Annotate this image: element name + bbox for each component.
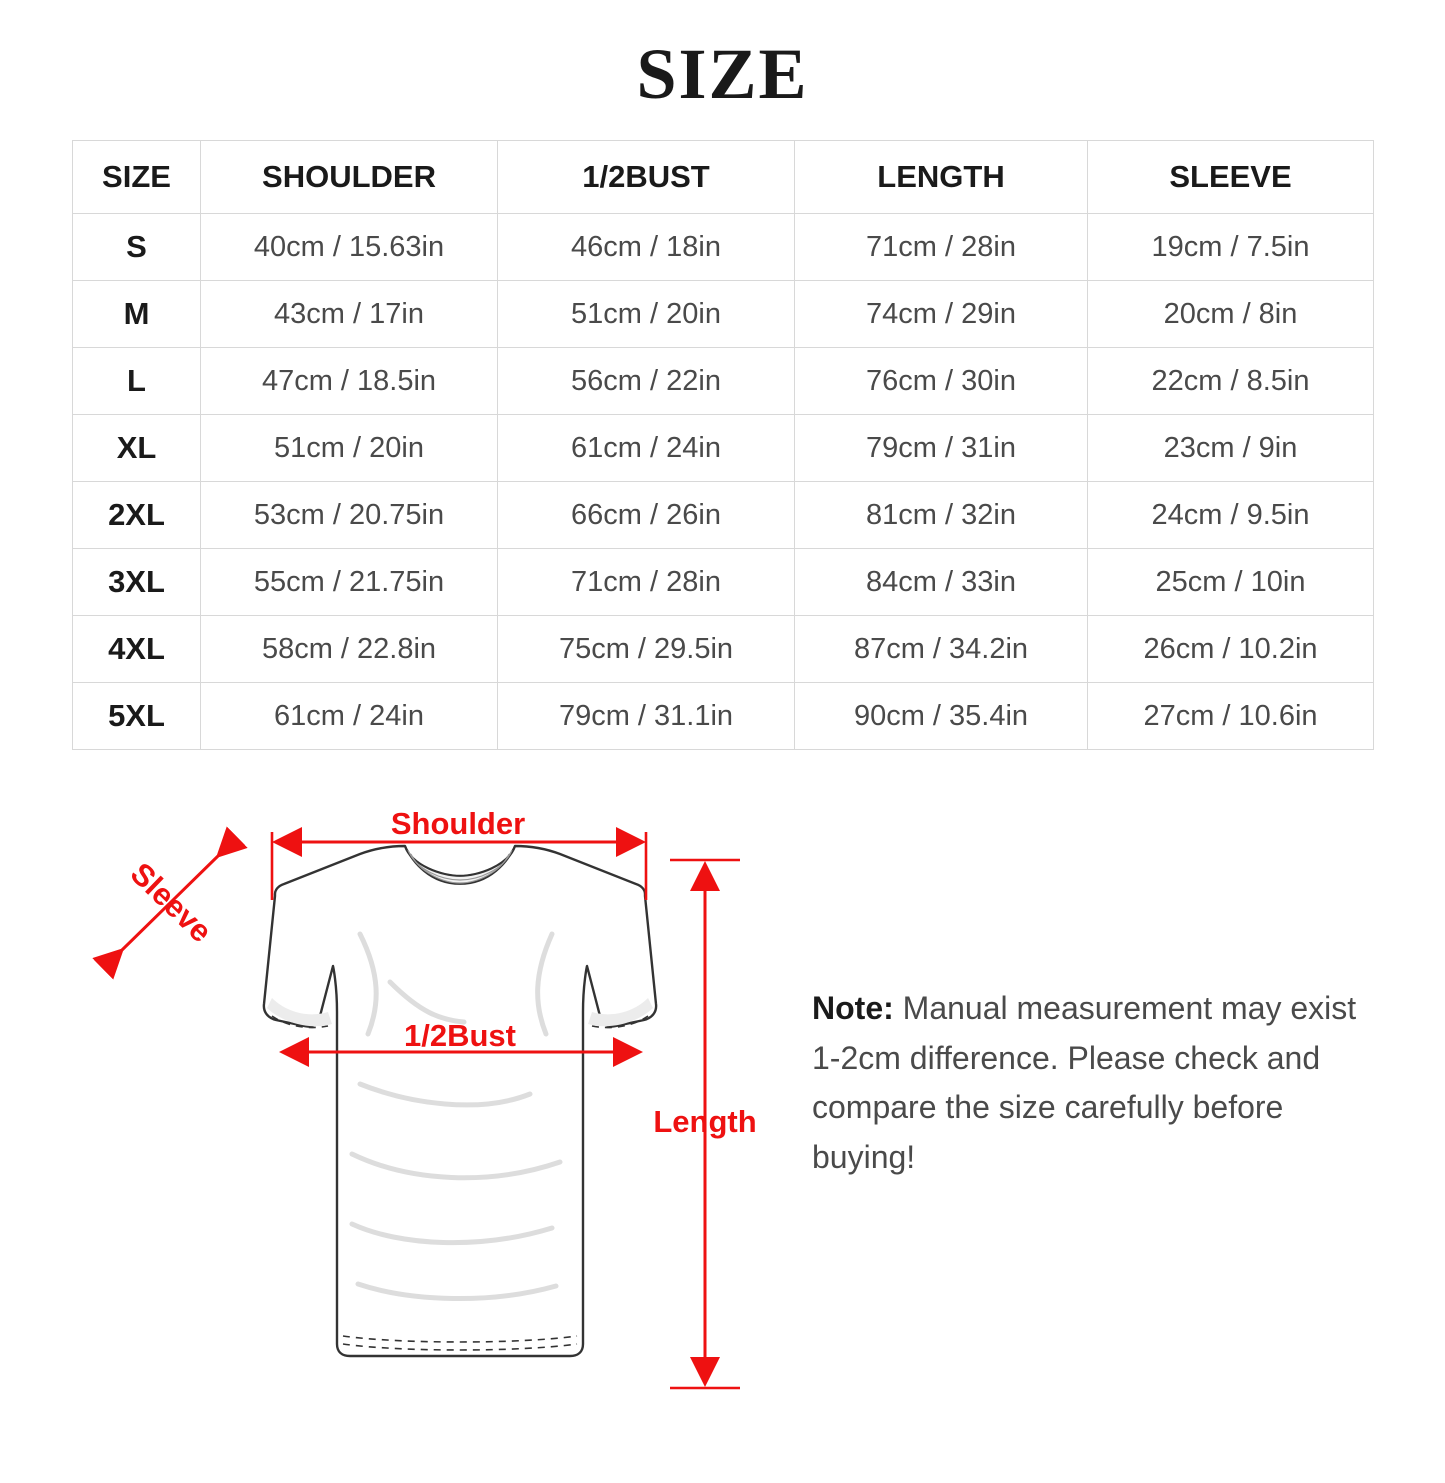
cell-sleeve: 25cm / 10in (1088, 549, 1374, 616)
cell-size: 3XL (73, 549, 201, 616)
size-table-container (72, 140, 1373, 750)
cell-sleeve: 23cm / 9in (1088, 415, 1374, 482)
table-row (73, 214, 1374, 281)
table-row (73, 415, 1374, 482)
cell-sleeve: 20cm / 8in (1088, 281, 1374, 348)
cell-shoulder: 47cm / 18.5in (201, 348, 498, 415)
column-header-sleeve: SLEEVE (1088, 141, 1374, 214)
sleeve-label: Sleeve (123, 855, 219, 950)
length-label: Length (653, 1104, 757, 1139)
table-row (73, 348, 1374, 415)
cell-shoulder: 53cm / 20.75in (201, 482, 498, 549)
cell-size: 5XL (73, 683, 201, 750)
table-row (73, 683, 1374, 750)
cell-shoulder: 61cm / 24in (201, 683, 498, 750)
cell-bust: 66cm / 26in (498, 482, 795, 549)
column-header-length: LENGTH (795, 141, 1088, 214)
cell-size: XL (73, 415, 201, 482)
tshirt-illustration (264, 846, 656, 1356)
cell-size: M (73, 281, 201, 348)
cell-shoulder: 55cm / 21.75in (201, 549, 498, 616)
cell-length: 71cm / 28in (795, 214, 1088, 281)
cell-bust: 51cm / 20in (498, 281, 795, 348)
cell-shoulder: 40cm / 15.63in (201, 214, 498, 281)
table-row (73, 281, 1374, 348)
cell-length: 79cm / 31in (795, 415, 1088, 482)
note-label: Note: (812, 990, 894, 1026)
table-row (73, 616, 1374, 683)
cell-bust: 79cm / 31.1in (498, 683, 795, 750)
cell-sleeve: 22cm / 8.5in (1088, 348, 1374, 415)
cell-size: L (73, 348, 201, 415)
cell-size: 4XL (73, 616, 201, 683)
cell-bust: 61cm / 24in (498, 415, 795, 482)
cell-sleeve: 24cm / 9.5in (1088, 482, 1374, 549)
cell-sleeve: 19cm / 7.5in (1088, 214, 1374, 281)
size-chart-table (72, 140, 1374, 750)
cell-sleeve: 26cm / 10.2in (1088, 616, 1374, 683)
column-header-size: SIZE (73, 141, 201, 214)
page-title: SIZE (636, 34, 809, 114)
table-header-row (73, 141, 1374, 214)
cell-length: 84cm / 33in (795, 549, 1088, 616)
cell-shoulder: 51cm / 20in (201, 415, 498, 482)
note-text: Manual measurement may exist 1-2cm difference. Please check and compare the size carefully before buying! (812, 990, 1357, 1175)
table-row (73, 482, 1374, 549)
cell-shoulder: 43cm / 17in (201, 281, 498, 348)
note-block (812, 984, 1392, 1182)
bust-label: 1/2Bust (404, 1018, 516, 1053)
tshirt-measurement-diagram (60, 784, 800, 1424)
cell-bust: 71cm / 28in (498, 549, 795, 616)
cell-shoulder: 58cm / 22.8in (201, 616, 498, 683)
column-header-shoulder: SHOULDER (201, 141, 498, 214)
cell-length: 74cm / 29in (795, 281, 1088, 348)
column-header-bust: 1/2BUST (498, 141, 795, 214)
cell-length: 90cm / 35.4in (795, 683, 1088, 750)
cell-sleeve: 27cm / 10.6in (1088, 683, 1374, 750)
cell-bust: 75cm / 29.5in (498, 616, 795, 683)
cell-size: S (73, 214, 201, 281)
cell-length: 87cm / 34.2in (795, 616, 1088, 683)
cell-length: 76cm / 30in (795, 348, 1088, 415)
shoulder-label: Shoulder (390, 806, 526, 841)
cell-length: 81cm / 32in (795, 482, 1088, 549)
table-row (73, 549, 1374, 616)
cell-bust: 46cm / 18in (498, 214, 795, 281)
cell-bust: 56cm / 22in (498, 348, 795, 415)
cell-size: 2XL (73, 482, 201, 549)
measurement-guide-section (0, 784, 1445, 1424)
